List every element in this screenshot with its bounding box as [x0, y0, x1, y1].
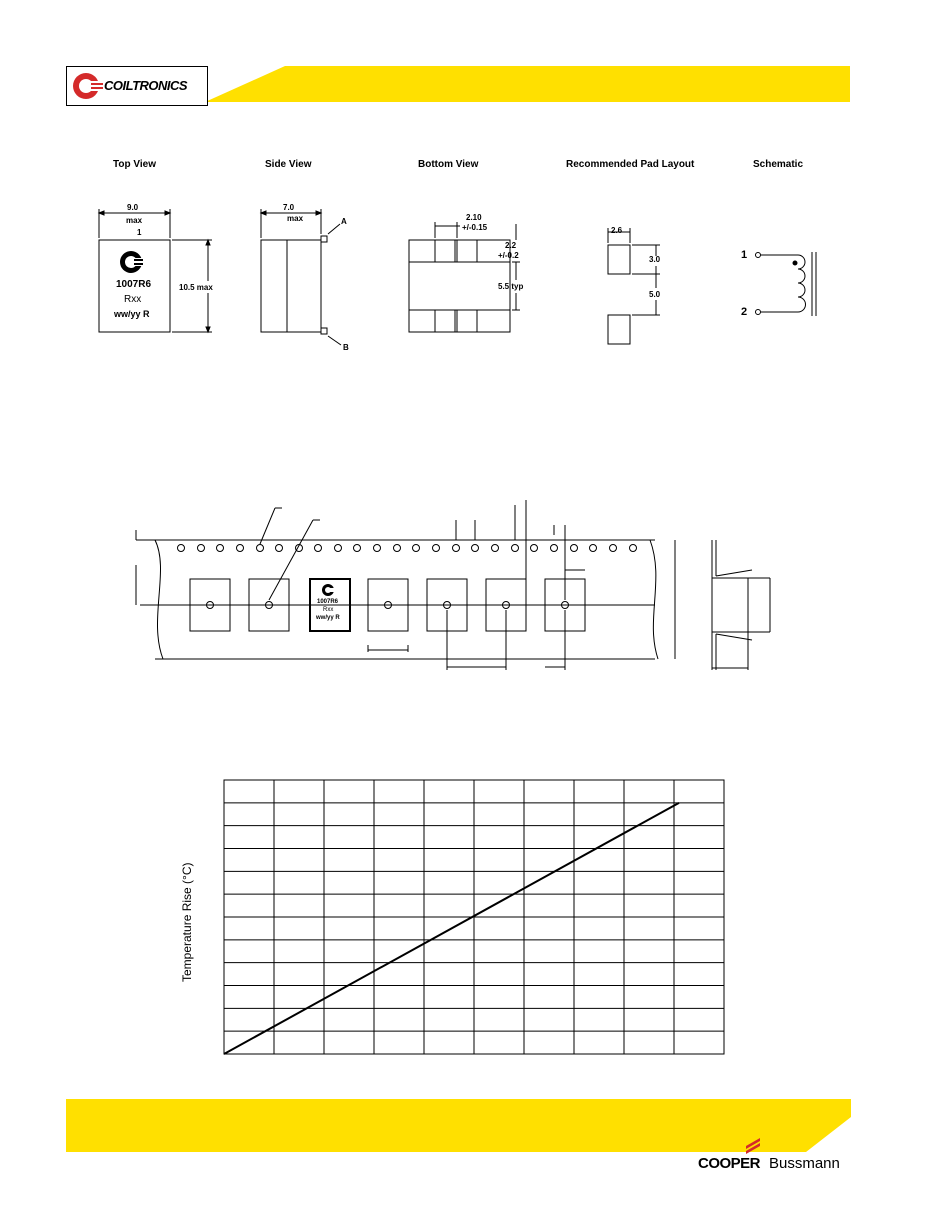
bottom-view-pad-height-tol: +/-0.2: [498, 251, 519, 260]
top-view-width-note: max: [126, 216, 143, 225]
top-view-width: 9.0: [127, 203, 139, 212]
logo-text: COILTRONICS: [104, 78, 188, 93]
cooper-bussmann-logo: [698, 1136, 858, 1176]
bottom-view-title: Bottom View: [418, 159, 479, 170]
bottom-view-gap: 5.5 typ: [498, 282, 524, 291]
brand-bussmann: Bussmann: [769, 1155, 840, 1172]
top-view-code: Rxx: [124, 294, 142, 305]
schematic-pin-2: 2: [741, 306, 748, 318]
chart-y-axis-label: Temperature Rise (°C): [180, 862, 194, 982]
pad-layout-title: Recommended Pad Layout: [566, 159, 695, 170]
top-view-height: 10.5 max: [179, 283, 213, 292]
top-view-title: Top View: [113, 159, 156, 170]
tape-part-number: 1007R6: [317, 599, 339, 605]
top-view-pin: 1: [137, 228, 142, 237]
pad-layout-width: 2.6: [611, 226, 623, 235]
bottom-view-pad-width-tol: +/-0.15: [462, 223, 488, 232]
bottom-view-pad-width: 2.10: [466, 213, 482, 222]
schematic-title: Schematic: [753, 159, 804, 170]
side-view-point-a: A: [341, 217, 347, 226]
top-view-part: 1007R6: [116, 279, 152, 290]
chart-series-line: [224, 803, 679, 1054]
side-view-point-b: B: [343, 343, 349, 352]
bottom-view-pad-height: 2.2: [505, 241, 517, 250]
chart-series: [224, 803, 679, 1054]
tape-part-date: ww/yy R: [316, 615, 340, 621]
top-view-date: ww/yy R: [114, 309, 150, 319]
schematic-pin-1: 1: [741, 249, 748, 261]
tape-part-code: Rxx: [323, 607, 334, 613]
pad-layout-height: 3.0: [649, 255, 661, 264]
brand-cooper: COOPER: [698, 1155, 761, 1172]
pad-layout-gap: 5.0: [649, 290, 661, 299]
side-view-width-note: max: [287, 214, 304, 223]
side-view-width: 7.0: [283, 203, 295, 212]
side-view-title: Side View: [265, 159, 312, 170]
